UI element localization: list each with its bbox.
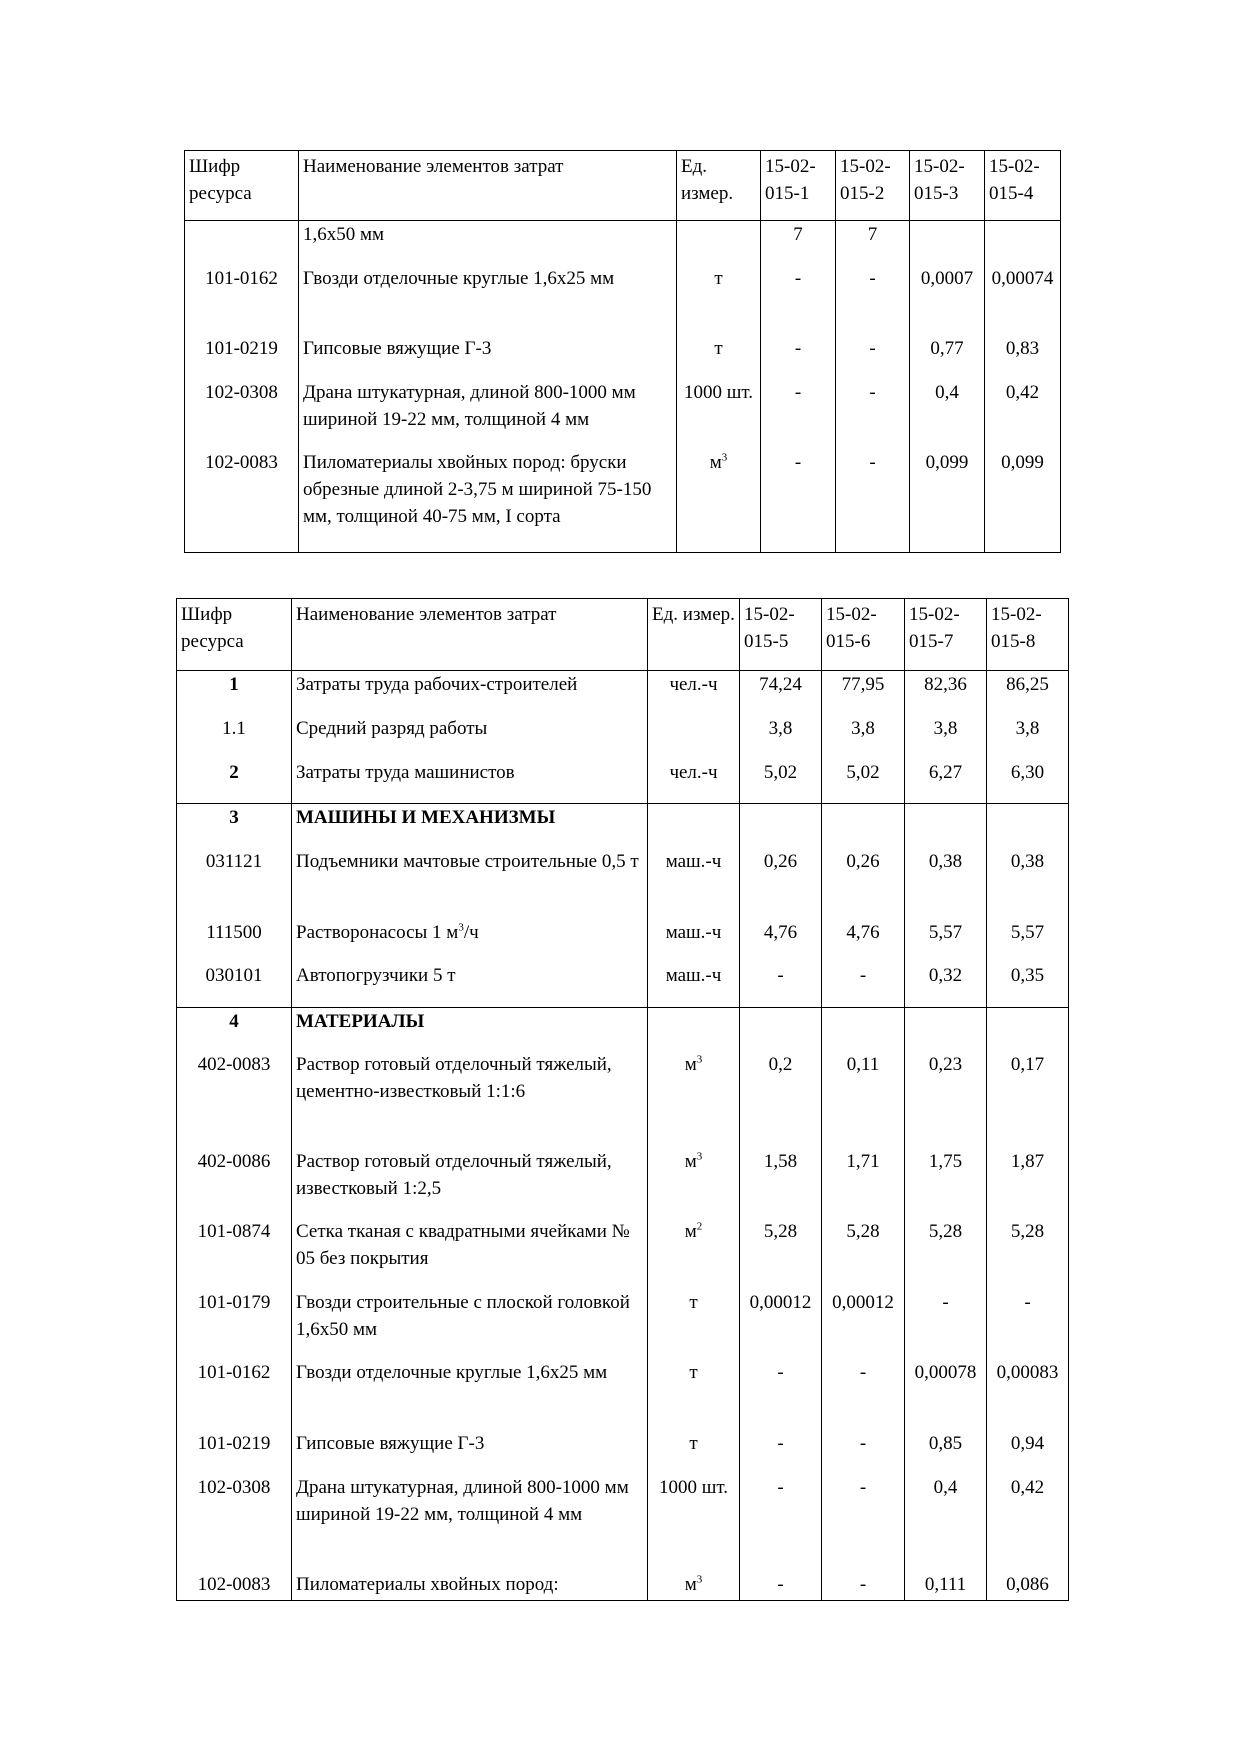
value-cell: 0,38 bbox=[987, 848, 1069, 919]
header-col-1: 15-02-015-1 bbox=[761, 151, 836, 221]
resource-name: Автопогрузчики 5 т bbox=[292, 962, 648, 1008]
resource-name: Драна штукатурная, длиной 800-1000 мм шириной 19-22 мм, толщиной 4 мм bbox=[299, 379, 677, 449]
table-row bbox=[185, 221, 1061, 265]
value-cell: - bbox=[740, 1571, 822, 1601]
resource-code: 102-0083 bbox=[177, 1571, 292, 1601]
value-cell: - bbox=[822, 1474, 905, 1571]
resource-code: 030101 bbox=[177, 962, 292, 1008]
table-row bbox=[177, 919, 1069, 962]
value-cell: 7 bbox=[761, 221, 836, 265]
resource-unit: $м^3$ bbox=[648, 1571, 740, 1601]
value-cell: 3,8 bbox=[905, 715, 987, 759]
resource-unit: $м^3$ bbox=[648, 1148, 740, 1218]
table-row bbox=[177, 759, 1069, 804]
value-cell: 3,8 bbox=[822, 715, 905, 759]
value-cell: 5,02 bbox=[822, 759, 905, 804]
value-cell: 0,85 bbox=[905, 1430, 987, 1474]
table-row bbox=[185, 449, 1061, 553]
value-cell: - bbox=[761, 265, 836, 335]
value-cell: 1,75 bbox=[905, 1148, 987, 1218]
value-cell: 74,24 bbox=[740, 671, 822, 715]
resource-unit: 1000 шт. bbox=[677, 379, 761, 449]
value-cell: - bbox=[836, 265, 910, 335]
resource-unit: маш.-ч bbox=[648, 962, 740, 1008]
value-cell: 5,28 bbox=[987, 1218, 1069, 1289]
resource-code: 402-0086 bbox=[177, 1148, 292, 1218]
value-cell: - bbox=[740, 1474, 822, 1571]
value-cell: - bbox=[761, 335, 836, 379]
value-cell: - bbox=[822, 1571, 905, 1601]
table-row bbox=[177, 1148, 1069, 1218]
resource-name: Затраты труда рабочих-строителей bbox=[292, 671, 648, 715]
resource-code: 102-0083 bbox=[185, 449, 299, 553]
resource-name: Гвозди строительные с плоской головкой 1,6х50 мм bbox=[292, 1289, 648, 1359]
value-cell: 1,87 bbox=[987, 1148, 1069, 1218]
empty-cell bbox=[822, 1008, 905, 1051]
value-cell: 4,76 bbox=[822, 919, 905, 962]
value-cell: 0,94 bbox=[987, 1430, 1069, 1474]
value-cell: 1,58 bbox=[740, 1148, 822, 1218]
value-cell: 5,57 bbox=[987, 919, 1069, 962]
value-cell: 0,00078 bbox=[905, 1359, 987, 1430]
value-cell: 5,02 bbox=[740, 759, 822, 804]
section-title: МАШИНЫ И МЕХАНИЗМЫ bbox=[292, 804, 648, 848]
value-cell: 86,25 bbox=[987, 671, 1069, 715]
value-cell: - bbox=[740, 1359, 822, 1430]
resource-name: Сетка тканая с квадратными ячейками № 05 без покрытия bbox=[292, 1218, 648, 1289]
value-cell: - bbox=[740, 962, 822, 1008]
empty-cell bbox=[648, 1008, 740, 1051]
value-cell: 5,28 bbox=[822, 1218, 905, 1289]
value-cell: 6,27 bbox=[905, 759, 987, 804]
resource-name: Гипсовые вяжущие Г-3 bbox=[292, 1430, 648, 1474]
resource-code: 1.1 bbox=[177, 715, 292, 759]
table-header bbox=[177, 599, 1069, 671]
value-cell: 6,30 bbox=[987, 759, 1069, 804]
value-cell: 0,00012 bbox=[822, 1289, 905, 1359]
value-cell: 7 bbox=[836, 221, 910, 265]
value-cell: - bbox=[836, 335, 910, 379]
resource-code: 402-0083 bbox=[177, 1051, 292, 1148]
value-cell: 4,76 bbox=[740, 919, 822, 962]
value-cell: 0,26 bbox=[740, 848, 822, 919]
resource-code: 101-0219 bbox=[177, 1430, 292, 1474]
resource-unit: маш.-ч bbox=[648, 848, 740, 919]
header-code: Шифр ресурса bbox=[177, 599, 292, 671]
resource-unit: т bbox=[648, 1430, 740, 1474]
resource-code: 031121 bbox=[177, 848, 292, 919]
value-cell: 0,4 bbox=[905, 1474, 987, 1571]
value-cell: - bbox=[822, 962, 905, 1008]
value-cell: 0,35 bbox=[987, 962, 1069, 1008]
resource-table-2 bbox=[176, 598, 1069, 1601]
table-row bbox=[177, 1430, 1069, 1474]
section-title: МАТЕРИАЛЫ bbox=[292, 1008, 648, 1051]
resource-unit: чел.-ч bbox=[648, 671, 740, 715]
table-header bbox=[185, 151, 1061, 221]
empty-cell bbox=[740, 804, 822, 848]
section-row-machines bbox=[177, 804, 1069, 848]
header-name: Наименование элементов затрат bbox=[299, 151, 677, 221]
table-row bbox=[177, 671, 1069, 715]
value-cell: 3,8 bbox=[987, 715, 1069, 759]
value-cell: - bbox=[761, 449, 836, 553]
value-cell: 0,42 bbox=[987, 1474, 1069, 1571]
value-cell: - bbox=[905, 1289, 987, 1359]
value-cell: - bbox=[836, 449, 910, 553]
resource-unit: т bbox=[648, 1359, 740, 1430]
value-cell: 0,17 bbox=[987, 1051, 1069, 1148]
value-cell: 0,086 bbox=[987, 1571, 1069, 1601]
value-cell: 0,00083 bbox=[987, 1359, 1069, 1430]
header-col-5: 15-02-015-5 bbox=[740, 599, 822, 671]
value-cell: - bbox=[822, 1359, 905, 1430]
table-row bbox=[185, 265, 1061, 335]
resource-name: Раствор готовый отделочный тяжелый, цементно-известковый 1:1:6 bbox=[292, 1051, 648, 1148]
value-cell: 3,8 bbox=[740, 715, 822, 759]
value-cell: 82,36 bbox=[905, 671, 987, 715]
value-cell bbox=[985, 221, 1061, 265]
empty-cell bbox=[987, 1008, 1069, 1051]
value-cell: 0,099 bbox=[985, 449, 1061, 553]
resource-code: 2 bbox=[177, 759, 292, 804]
table-row bbox=[185, 335, 1061, 379]
empty-cell bbox=[648, 804, 740, 848]
empty-cell bbox=[740, 1008, 822, 1051]
value-cell: - bbox=[822, 1430, 905, 1474]
header-col-8: 15-02-015-8 bbox=[987, 599, 1069, 671]
value-cell: 5,57 bbox=[905, 919, 987, 962]
resource-unit: т bbox=[677, 335, 761, 379]
resource-code bbox=[185, 221, 299, 265]
resource-unit: т bbox=[677, 265, 761, 335]
resource-unit: $м^3$ bbox=[677, 449, 761, 553]
section-row-materials bbox=[177, 1008, 1069, 1051]
value-cell: 0,11 bbox=[822, 1051, 905, 1148]
resource-name: Пиломатериалы хвойных пород: bbox=[292, 1571, 648, 1601]
value-cell: 0,26 bbox=[822, 848, 905, 919]
resource-code: 101-0179 bbox=[177, 1289, 292, 1359]
empty-cell bbox=[822, 804, 905, 848]
value-cell: - bbox=[836, 379, 910, 449]
resource-name: Гипсовые вяжущие Г-3 bbox=[299, 335, 677, 379]
value-cell: 0,32 bbox=[905, 962, 987, 1008]
value-cell: 0,42 bbox=[985, 379, 1061, 449]
value-cell: 0,38 bbox=[905, 848, 987, 919]
resource-name: Средний разряд работы bbox=[292, 715, 648, 759]
value-cell: 77,95 bbox=[822, 671, 905, 715]
resource-unit: чел.-ч bbox=[648, 759, 740, 804]
resource-unit bbox=[648, 715, 740, 759]
resource-table-1 bbox=[184, 150, 1061, 553]
value-cell: 0,00074 bbox=[985, 265, 1061, 335]
value-cell: 5,28 bbox=[905, 1218, 987, 1289]
resource-name: Раствор готовый отделочный тяжелый, известковый 1:2,5 bbox=[292, 1148, 648, 1218]
resource-unit: т bbox=[648, 1289, 740, 1359]
resource-code: 101-0219 bbox=[185, 335, 299, 379]
resource-code: 1 bbox=[177, 671, 292, 715]
resource-name: Растворонасосы 1 $м^3/ч$ bbox=[292, 919, 648, 962]
resource-code: 111500 bbox=[177, 919, 292, 962]
value-cell: 0,111 bbox=[905, 1571, 987, 1601]
resource-name: Гвозди отделочные круглые 1,6х25 мм bbox=[292, 1359, 648, 1430]
resource-code: 101-0874 bbox=[177, 1218, 292, 1289]
value-cell: 0,77 bbox=[910, 335, 985, 379]
table-row bbox=[177, 1289, 1069, 1359]
value-cell: 0,0007 bbox=[910, 265, 985, 335]
resource-code: 102-0308 bbox=[185, 379, 299, 449]
value-cell: - bbox=[761, 379, 836, 449]
header-col-6: 15-02-015-6 bbox=[822, 599, 905, 671]
value-cell: 0,4 bbox=[910, 379, 985, 449]
header-unit: Ед. измер. bbox=[677, 151, 761, 221]
table-row bbox=[177, 1051, 1069, 1148]
empty-cell bbox=[987, 804, 1069, 848]
table-row bbox=[177, 848, 1069, 919]
value-cell: 0,83 bbox=[985, 335, 1061, 379]
resource-name: Гвозди отделочные круглые 1,6х25 мм bbox=[299, 265, 677, 335]
resource-unit bbox=[677, 221, 761, 265]
header-name: Наименование элементов затрат bbox=[292, 599, 648, 671]
table-row bbox=[177, 1359, 1069, 1430]
resource-code: 102-0308 bbox=[177, 1474, 292, 1571]
value-cell: 5,28 bbox=[740, 1218, 822, 1289]
header-col-2: 15-02-015-2 bbox=[836, 151, 910, 221]
value-cell: - bbox=[740, 1430, 822, 1474]
header-col-7: 15-02-015-7 bbox=[905, 599, 987, 671]
table-row bbox=[177, 1218, 1069, 1289]
resource-code: 101-0162 bbox=[185, 265, 299, 335]
value-cell: 0,099 bbox=[910, 449, 985, 553]
value-cell: 0,23 bbox=[905, 1051, 987, 1148]
resource-name: Драна штукатурная, длиной 800-1000 мм шириной 19-22 мм, толщиной 4 мм bbox=[292, 1474, 648, 1571]
section-code: 3 bbox=[177, 804, 292, 848]
resource-unit: $м^2$ bbox=[648, 1218, 740, 1289]
header-code: Шифр ресурса bbox=[185, 151, 299, 221]
resource-name: Затраты труда машинистов bbox=[292, 759, 648, 804]
header-unit: Ед. измер. bbox=[648, 599, 740, 671]
header-col-3: 15-02-015-3 bbox=[910, 151, 985, 221]
value-cell bbox=[910, 221, 985, 265]
value-cell: 0,2 bbox=[740, 1051, 822, 1148]
table-row bbox=[177, 715, 1069, 759]
section-code: 4 bbox=[177, 1008, 292, 1051]
resource-unit: $м^3$ bbox=[648, 1051, 740, 1148]
resource-name: 1,6х50 мм bbox=[299, 221, 677, 265]
resource-code: 101-0162 bbox=[177, 1359, 292, 1430]
table-row bbox=[177, 1571, 1069, 1601]
value-cell: 1,71 bbox=[822, 1148, 905, 1218]
resource-name: Подъемники мачтовые строительные 0,5 т bbox=[292, 848, 648, 919]
empty-cell bbox=[905, 1008, 987, 1051]
resource-name: Пиломатериалы хвойных пород: бруски обрезные длиной 2-3,75 м шириной 75-150 мм, толщиной 40-75 мм, I сорта bbox=[299, 449, 677, 553]
resource-unit: 1000 шт. bbox=[648, 1474, 740, 1571]
table-row bbox=[185, 379, 1061, 449]
table-row bbox=[177, 962, 1069, 1008]
empty-cell bbox=[905, 804, 987, 848]
resource-unit: маш.-ч bbox=[648, 919, 740, 962]
table-row bbox=[177, 1474, 1069, 1571]
value-cell: - bbox=[987, 1289, 1069, 1359]
header-col-4: 15-02-015-4 bbox=[985, 151, 1061, 221]
value-cell: 0,00012 bbox=[740, 1289, 822, 1359]
